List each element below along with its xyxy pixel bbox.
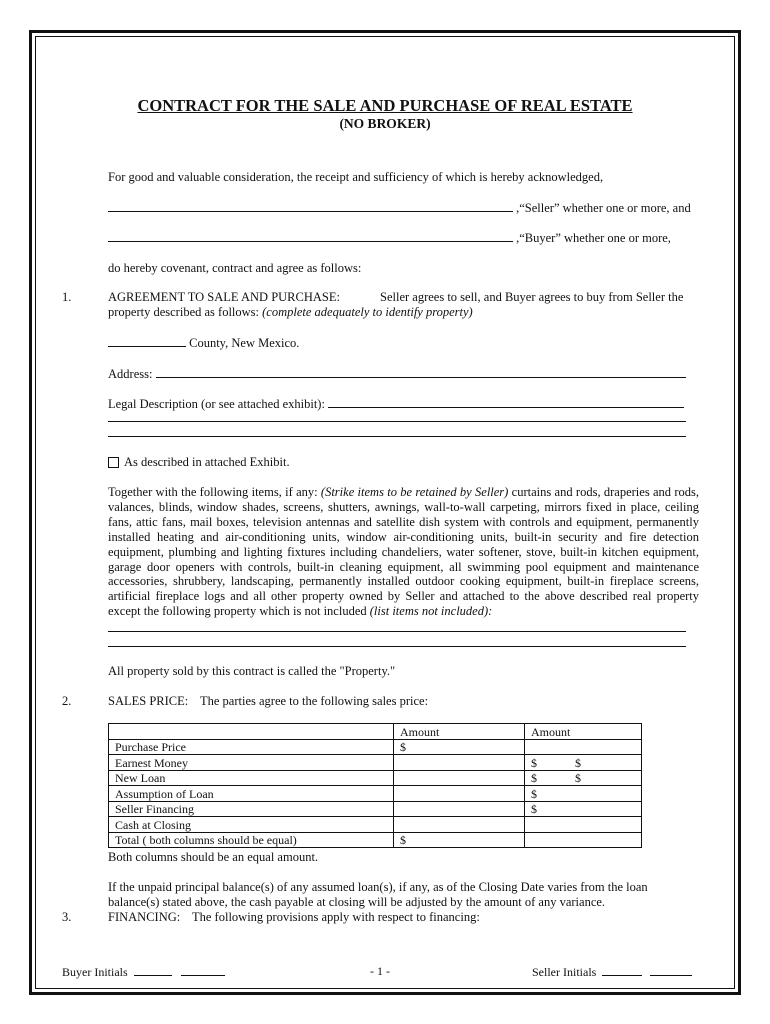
covenant-text: do hereby covenant, contract and agree as follows: [108, 261, 362, 275]
section2-number: 2. [62, 694, 72, 708]
section1-line2 [108, 305, 473, 320]
exhibit-checkbox[interactable] [108, 457, 119, 468]
buyer-initials-field-2[interactable] [181, 964, 225, 976]
section1-line2-italic: (complete adequately to identify property) [262, 305, 473, 319]
amount-cell-2[interactable]: $ $ [525, 770, 642, 786]
legal-field-line-2[interactable] [108, 421, 686, 422]
row-label: Earnest Money [109, 755, 394, 771]
table-header-row [109, 724, 642, 740]
legal-field[interactable] [328, 396, 684, 408]
section3-text: The following provisions apply with respect to financing: [192, 910, 480, 924]
legal-field-line-3[interactable] [108, 436, 686, 437]
section3-number: 3. [62, 910, 72, 924]
exhibit-option [108, 455, 290, 470]
address-label: Address: [108, 367, 153, 381]
table-row [109, 739, 642, 755]
amount-cell-2[interactable] [525, 832, 642, 848]
table-row [109, 755, 642, 771]
row-label: Seller Financing [109, 801, 394, 817]
seller-initials-label: Seller Initials [532, 965, 597, 979]
amount-cell-2[interactable]: $ [525, 801, 642, 817]
document-title: CONTRACT FOR THE SALE AND PURCHASE OF REAL ESTATE [137, 96, 633, 115]
document-subtitle: (NO BROKER) [339, 116, 431, 131]
table-row [109, 817, 642, 833]
section1-text: Seller agrees to sell, and Buyer agrees to buy from Seller the [380, 290, 684, 304]
sales-price-table [108, 723, 642, 848]
table-row [109, 770, 642, 786]
section1-heading: AGREEMENT TO SALE AND PURCHASE: [108, 290, 340, 304]
section1-number: 1. [62, 290, 72, 304]
amount-cell[interactable] [394, 755, 525, 771]
section2-text: The parties agree to the following sales price: [200, 694, 429, 708]
included-items-list: curtains and rods, draperies and rods, valances, blinds, window shades, screens, shutters, awnings, wall-to-wall carpeting, mirrors fixed in place, ceiling fans, attic fans, mail boxes, television antennas and satellite dish system with controls and equipment, permanently installed heating and air-conditioning units, window air-conditioning units, built-in security and fire detection equipment, plumbing and lighting fixtures including chandeliers, water softener, stove, built-in kitchen equipment, garage door openers with controls, built-in cleaning equipment, all swimming pool equipment and maintenance accessories, shrubbery, landscaping, permanently installed outdoor cooking equipment, built-in fireplace screens, artificial fireplace logs and all other property owned by Seller and attached to the above described real property except the following property which is not included [108, 485, 700, 619]
address-field[interactable] [156, 366, 686, 378]
row-label: Purchase Price [109, 739, 394, 755]
amount-cell-2[interactable] [525, 739, 642, 755]
section1-line2-text: property described as follows: [108, 305, 260, 319]
amount-cell[interactable] [394, 801, 525, 817]
amount-cell[interactable]: $ [394, 739, 525, 755]
buyer-initials-field-1[interactable] [134, 964, 172, 976]
included-items-strike-note: (Strike items to be retained by Seller) [320, 485, 509, 499]
table-row [109, 832, 642, 848]
seller-initials [532, 964, 692, 980]
seller-initials-field-1[interactable] [602, 964, 642, 976]
included-items-intro: Together with the following items, if any: [108, 485, 318, 499]
buyer-name-field[interactable] [108, 230, 513, 242]
variance-line-1: If the unpaid principal balance(s) of any assumed loan(s), if any, as of the Closing Date varies from the loan [108, 880, 648, 894]
excluded-items-field-1[interactable] [108, 631, 686, 632]
property-note: All property sold by this contract is called the "Property." [108, 664, 396, 678]
seller-line [108, 200, 691, 216]
amount-cell[interactable] [394, 770, 525, 786]
county-field[interactable] [108, 335, 186, 347]
amount-cell-2[interactable] [525, 817, 642, 833]
seller-initials-field-2[interactable] [650, 964, 692, 976]
variance-line-2: balance(s) stated above, the cash payable at closing will be adjusted by the amount of any variance. [108, 895, 606, 909]
intro-text: For good and valuable consideration, the receipt and sufficiency of which is hereby acknowledged, [108, 170, 604, 184]
page-number: - 1 - [370, 964, 390, 978]
section2-heading: SALES PRICE: [108, 694, 189, 708]
row-label: Assumption of Loan [109, 786, 394, 802]
county-label: County, New Mexico. [189, 336, 300, 350]
legal-label: Legal Description (or see attached exhibit): [108, 397, 325, 411]
included-items-paragraph [108, 485, 699, 619]
amount-cell-2[interactable]: $ $ [525, 755, 642, 771]
county-line [108, 335, 299, 351]
row-label: Total ( both columns should be equal) [109, 832, 394, 848]
seller-label: ,“Seller” whether one or more, and [516, 201, 691, 215]
table-row [109, 801, 642, 817]
seller-name-field[interactable] [108, 200, 513, 212]
excluded-items-field-2[interactable] [108, 646, 686, 647]
excluded-items-note: (list items not included): [369, 604, 493, 619]
exhibit-label: As described in attached Exhibit. [124, 455, 290, 469]
table-cell [109, 724, 394, 740]
buyer-line [108, 230, 671, 246]
amount-cell[interactable]: $ [394, 832, 525, 848]
amount-header-1: Amount [394, 724, 525, 740]
table-row [109, 786, 642, 802]
legal-line [108, 396, 684, 412]
address-line [108, 366, 686, 382]
amount-cell[interactable] [394, 786, 525, 802]
buyer-initials-label: Buyer Initials [62, 965, 128, 979]
buyer-label: ,“Buyer” whether one or more, [516, 231, 671, 245]
amount-cell-2[interactable]: $ [525, 786, 642, 802]
row-label: Cash at Closing [109, 817, 394, 833]
buyer-initials [62, 964, 225, 980]
section3-heading: FINANCING: [108, 910, 181, 924]
row-label: New Loan [109, 770, 394, 786]
equal-note: Both columns should be an equal amount. [108, 850, 319, 864]
amount-cell[interactable] [394, 817, 525, 833]
amount-header-2: Amount [525, 724, 642, 740]
